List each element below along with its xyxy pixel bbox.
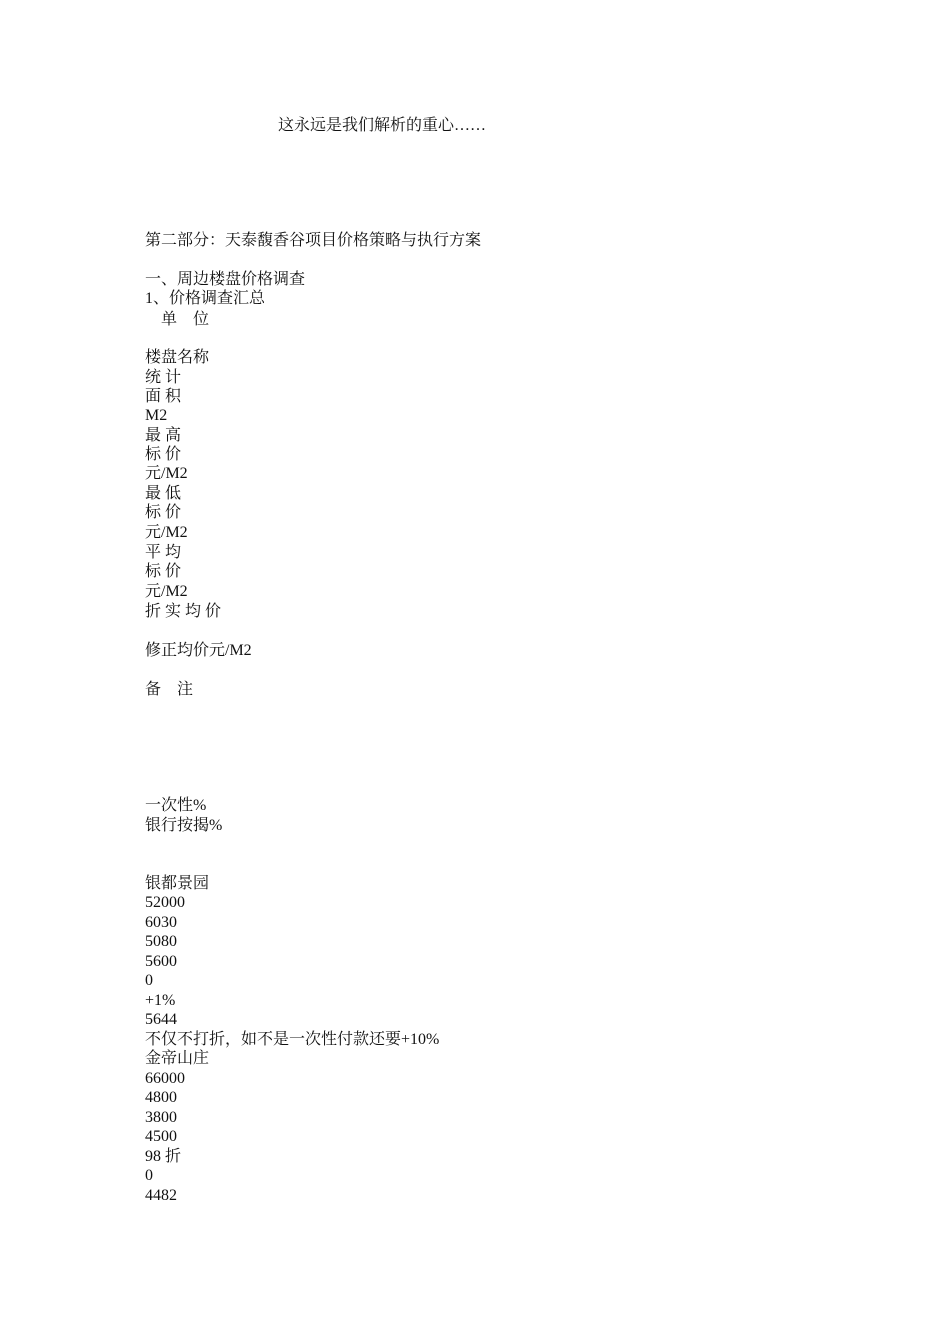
header-max-1: 最 高 bbox=[145, 427, 182, 444]
header-adjusted-avg: 修正均价元/M2 bbox=[145, 642, 252, 659]
header-area-2: 面 积 bbox=[145, 388, 182, 405]
subsection-title: 一、周边楼盘价格调查 bbox=[145, 271, 306, 288]
row-2-adjusted: 4482 bbox=[145, 1187, 177, 1204]
header-remarks: 备 注 bbox=[145, 681, 194, 698]
quote-line: 这永远是我们解析的重心…… bbox=[278, 117, 487, 134]
header-discount-avg: 折 实 均 价 bbox=[145, 603, 222, 620]
header-avg-3: 元/M2 bbox=[145, 583, 188, 600]
row-2-area: 66000 bbox=[145, 1070, 185, 1087]
header-avg-2: 标 价 bbox=[145, 563, 182, 580]
row-1-name: 银都景园 bbox=[145, 875, 210, 892]
row-1-area: 52000 bbox=[145, 894, 185, 911]
row-1-mortgage: +1% bbox=[145, 992, 176, 1009]
row-1-remark: 不仅不打折，如不是一次性付款还要+10% bbox=[145, 1031, 440, 1048]
header-pay-lump: 一次性% bbox=[145, 797, 207, 814]
row-1-lump: 0 bbox=[145, 972, 153, 989]
row-2-mortgage: 0 bbox=[145, 1167, 153, 1184]
header-area-1: 统 计 bbox=[145, 369, 182, 386]
header-max-3: 元/M2 bbox=[145, 465, 188, 482]
header-pay-mortgage: 银行按揭% bbox=[145, 817, 223, 834]
row-1-avg: 5600 bbox=[145, 953, 177, 970]
subsection-subtitle: 1、价格调查汇总 bbox=[145, 290, 266, 307]
row-2-name: 金帝山庄 bbox=[145, 1050, 210, 1067]
header-max-2: 标 价 bbox=[145, 446, 182, 463]
header-project-name: 楼盘名称 bbox=[145, 349, 210, 366]
row-1-min: 5080 bbox=[145, 933, 177, 950]
header-min-1: 最 低 bbox=[145, 485, 182, 502]
row-2-min: 3800 bbox=[145, 1109, 177, 1126]
header-min-3: 元/M2 bbox=[145, 524, 188, 541]
row-2-lump: 98 折 bbox=[145, 1148, 182, 1165]
row-1-max: 6030 bbox=[145, 914, 177, 931]
header-avg-1: 平 均 bbox=[145, 544, 182, 561]
row-2-avg: 4500 bbox=[145, 1128, 177, 1145]
header-area-3: M2 bbox=[145, 407, 168, 424]
row-1-adjusted: 5644 bbox=[145, 1011, 177, 1028]
section-title: 第二部分：天泰馥香谷项目价格策略与执行方案 bbox=[145, 232, 482, 249]
header-min-2: 标 价 bbox=[145, 504, 182, 521]
row-2-max: 4800 bbox=[145, 1089, 177, 1106]
header-unit: 单 位 bbox=[161, 311, 210, 328]
